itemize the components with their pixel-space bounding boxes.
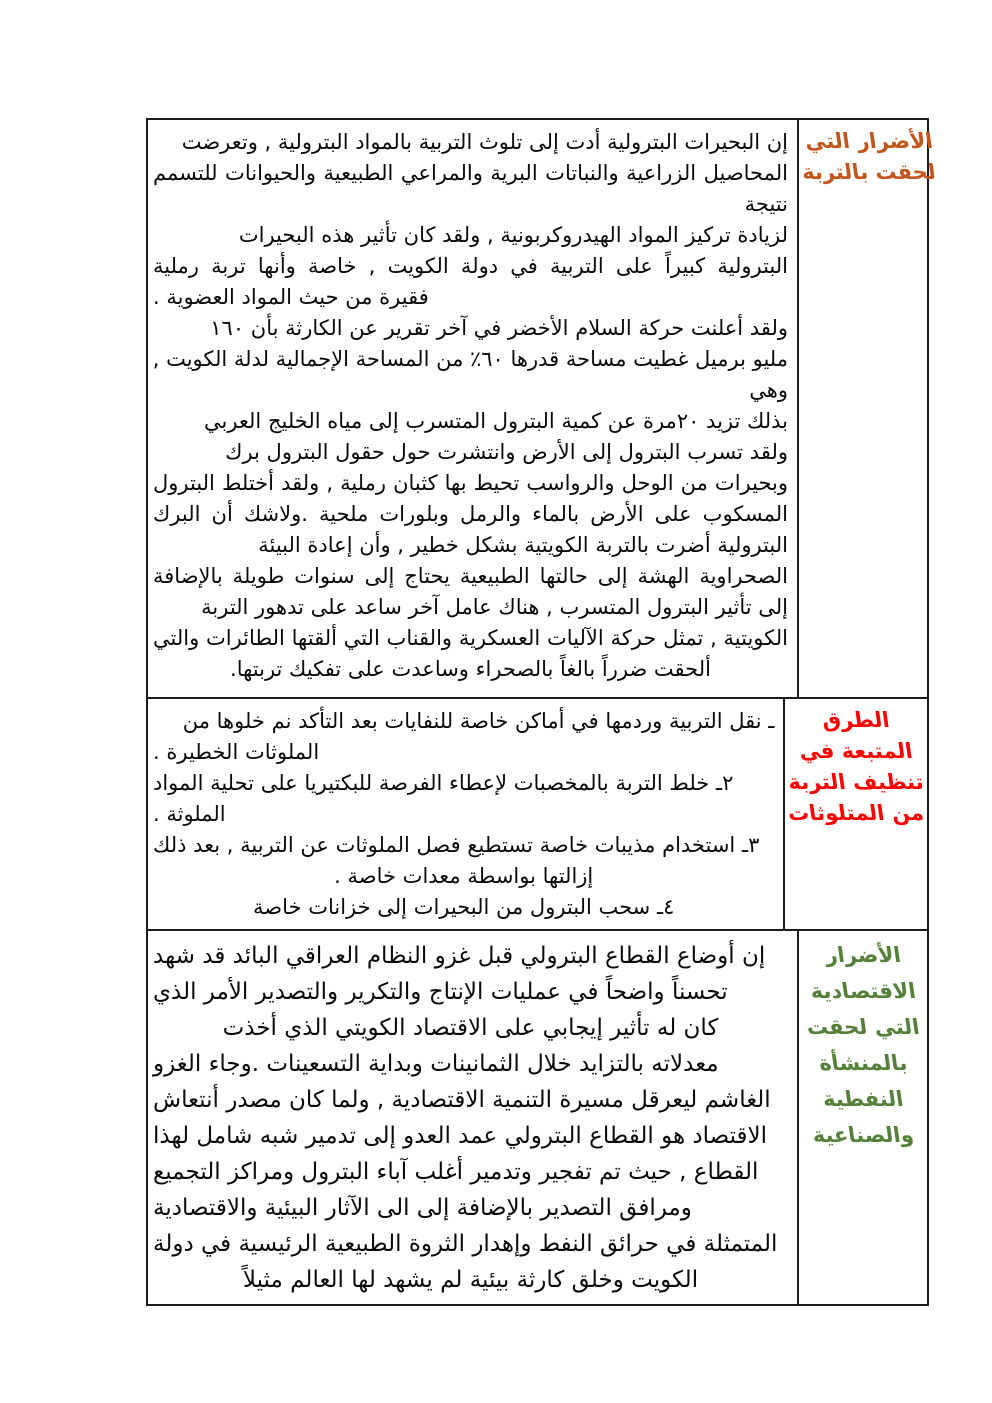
- body-text-line: مليو برميل غطيت مساحة قدرها ٦٠٪ من المساحة الإجمالية لدلة الكويت ,: [152, 347, 788, 371]
- body-text-line: فقيرة من حيث المواد العضوية .: [153, 285, 429, 309]
- section-heading-line: بالمنشأة: [817, 1051, 909, 1075]
- body-text-line: ٣ـ استخدام مذيبات خاصة تستطيع فصل الملوثات عن التربية , بعد ذلك: [153, 833, 760, 857]
- body-text-line: إزالتها بواسطة معدات خاصة .: [334, 864, 594, 888]
- body-text-line: ألحقت ضرراً بالغاً بالصحراء وساعدت على تفكيك تربتها.: [230, 657, 711, 681]
- body-text-line: الغاشم ليعرقل مسيرة التنمية الاقتصادية , ولما كان مصدر أنتعاش: [153, 1087, 771, 1113]
- body-text-line: الكويتية , تمثل حركة الآليات العسكرية والقناب التي ألقتها الطائرات والتي: [153, 626, 788, 650]
- section-heading-line: النفطية: [821, 1087, 905, 1111]
- section-heading-line: التي لحقت: [805, 1015, 921, 1039]
- section-body-cell: [148, 120, 797, 697]
- body-text-line: الاقتصاد هو القطاع البترولي عمد العدو إلى تدمير شبه شامل لهذا: [153, 1123, 768, 1149]
- table-row-section-1: [148, 120, 938, 697]
- section-heading-cell: [797, 120, 939, 697]
- body-text-line: لزيادة تركيز المواد الهيدروكربونية , ولقد كان تأثير هذه البحيرات: [238, 223, 788, 247]
- body-text-line: ومرافق التصدير بالإضافة إلى الى الآثار البيئية والاقتصادية: [153, 1195, 692, 1221]
- body-text-line: القطاع , حيث تم تفجير وتدمير أغلب آباء البترول ومراكز التجميع: [153, 1159, 759, 1185]
- body-text-line: إلى تأثير البترول المتسرب , هناك عامل آخر ساعد على تدهور التربة: [201, 595, 788, 619]
- body-text-line: المسكوب على الأرض بالماء والرمل وبلورات ملحية .ولاشك أن البرك: [153, 502, 788, 526]
- body-text-line: البترولية كبيراً على التربية في دولة الكويت , خاصة وأنها تربة رملية: [153, 254, 788, 278]
- body-text-line: معدلاته بالتزايد خلال الثمانينات وبداية التسعينات .وجاء الغزو: [153, 1051, 719, 1077]
- body-text-line: الصحراوية الهشة إلى حالتها الطبيعية يحتاج إلى سنوات طويلة بالإضافة: [153, 564, 788, 588]
- body-text-line: الملوثات الخطيرة .: [153, 740, 320, 764]
- content-table: [146, 118, 938, 1306]
- body-text-line: ٤ـ سحب البترول من البحيرات إلى خزانات خاصة: [253, 895, 675, 919]
- body-text-line: ٢ـ خلط التربة بالمخصبات لإعطاء الفرصة للبكتيريا على تحلية المواد: [153, 771, 734, 795]
- table-row-section-2: [148, 697, 927, 929]
- section-heading-line: والصناعية: [810, 1123, 916, 1147]
- body-text-line: ـ نقل التربية وردمها في أماكن خاصة للنفايات بعد التأكد نم خلوها من: [182, 709, 775, 733]
- section-heading-line: الأضرار التي: [803, 129, 935, 153]
- body-text-line: ولقد تسرب البترول إلى الأرض وانتشرت حول حقول البترول برك: [225, 440, 788, 464]
- body-text-line: ولقد أعلنت حركة السلام الأخضر في آخر تقرير عن الكارثة بأن ١٦٠: [210, 316, 788, 340]
- body-text-line: البترولية أضرت بالتربة الكويتية بشكل خطير , وأن إعادة البيئة: [258, 533, 788, 557]
- body-text-line: بذلك تزيد ٢٠مرة عن كمية البترول المتسرب إلى مياه الخليج العربي: [203, 409, 788, 433]
- body-text-line: المتمثلة في حرائق النفط وإهدار الثروة الطبيعية الرئيسية في دولة: [153, 1231, 778, 1257]
- section-heading-line: تنظيف التربة: [786, 770, 926, 794]
- section-heading-line: الأضرار: [823, 943, 903, 967]
- body-text-line: نتيجة: [744, 192, 788, 216]
- section-heading-cell: [783, 699, 927, 929]
- section-heading-line: من المتلوثات: [786, 801, 926, 825]
- body-text-line: الملوثة .: [153, 802, 226, 826]
- body-text-line: وهي: [749, 378, 788, 402]
- section-heading-line: لحقت بالتربة: [800, 160, 938, 184]
- body-text-line: وبحيرات من الوحل والرواسب تحيط بها كثبان رملية , ولقد أختلط البترول: [153, 471, 788, 495]
- section-heading-line: الطرق: [820, 708, 892, 732]
- body-text-line: كان له تأثير إيجابي على الاقتصاد الكويتي الذي أخذت: [222, 1015, 719, 1041]
- table-row-section-3: [148, 929, 927, 1304]
- body-text-line: المحاصيل الزراعية والنباتات البرية والمراعي الطبيعية والحيوانات للتسمم: [153, 161, 788, 185]
- section-heading-cell: [797, 931, 927, 1304]
- section-heading-line: الاقتصادية: [808, 979, 918, 1003]
- section-body-cell: [148, 699, 783, 929]
- body-text-line: تحسناً واضحاً في عمليات الإنتاج والتكرير والتصدير الأمر الذي: [153, 979, 728, 1005]
- body-text-line: إن البحيرات البترولية أدت إلى تلوث التربية بالمواد البترولية , وتعرضت: [181, 130, 788, 154]
- body-text-line: الكويت وخلق كارثة بيئية لم يشهد لها العالم مثيلاً: [242, 1267, 699, 1293]
- section-body-cell: [148, 931, 797, 1304]
- body-text-line: إن أوضاع القطاع البترولي قبل غزو النظام العراقي البائد قد شهد: [153, 943, 766, 969]
- section-heading-line: المتبعة في: [797, 739, 915, 763]
